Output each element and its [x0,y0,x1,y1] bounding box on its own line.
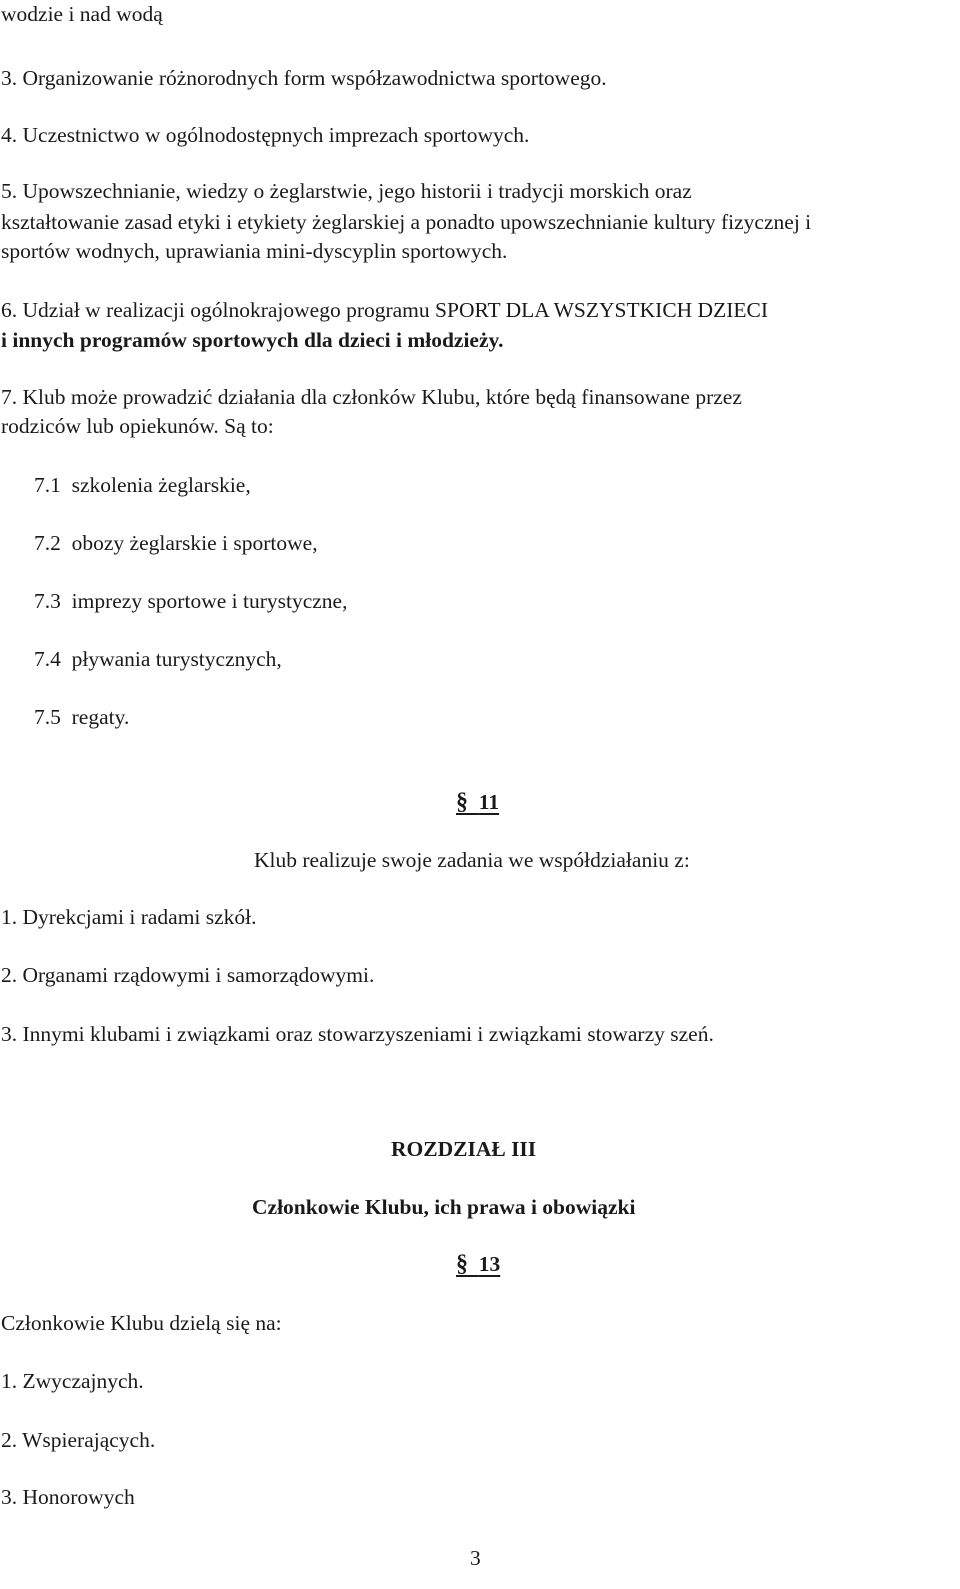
chapter-title: ROZDZIAŁ III [391,1137,537,1161]
list-item: 4. Uczestnictwo w ogólnodostępnych imprezach sportowych. [1,123,530,147]
sub-list-item [34,471,251,500]
section-intro: Członkowie Klubu dzielą się na: [1,1311,282,1335]
list-item: 3. Innymi klubami i związkami oraz stowarzyszeniami i związkami stowarzy szeń. [1,1022,714,1046]
section-sign: § [456,789,468,815]
sub-item-number: 7.4 [34,647,61,671]
list-item: 3. Organizowanie różnorodnych form współzawodnictwa sportowego. [1,66,607,90]
sub-item-text: pływania turystycznych, [71,647,282,671]
sub-item-number: 7.1 [34,473,61,497]
sub-item-number: 7.5 [34,705,61,729]
sub-item-text: obozy żeglarskie i sportowe, [71,531,318,555]
list-item: 2. Wspierających. [1,1428,156,1452]
section-sign: § [456,1251,468,1277]
text-line: kształtowanie zasad etyki i etykiety żeglarskiej a ponadto upowszechnianie kultury fizycznej i [1,210,812,234]
sub-list-item [34,587,347,616]
text-line: wodzie i nad wodą [1,2,163,26]
sub-item-number: 7.2 [34,531,61,555]
sub-item-number: 7.3 [34,589,61,613]
section-intro: Klub realizuje swoje zadania we współdziałaniu z: [254,848,690,872]
section-number: 11 [478,790,500,814]
section-number: 13 [478,1252,501,1276]
sub-list-item [34,645,282,674]
text-line: sportów wodnych, uprawiania mini-dyscyplin sportowych. [1,239,508,263]
text-line: i innych programów sportowych dla dzieci i młodzieży. [1,328,504,352]
list-item: 1. Zwyczajnych. [1,1369,144,1393]
sub-item-text: regaty. [71,705,130,729]
section-heading [456,1250,500,1279]
page-number: 3 [470,1546,481,1570]
section-heading [456,788,499,817]
sub-list-item [34,529,318,558]
list-item: 6. Udział w realizacji ogólnokrajowego programu SPORT DLA WSZYSTKICH DZIECI [1,298,769,322]
list-item: 3. Honorowych [1,1485,135,1509]
chapter-subtitle: Członkowie Klubu, ich prawa i obowiązki [252,1195,636,1219]
sub-list-item [34,703,129,732]
list-item: 7. Klub może prowadzić działania dla członków Klubu, które będą finansowane przez [1,385,742,409]
sub-item-text: szkolenia żeglarskie, [71,473,251,497]
sub-item-text: imprezy sportowe i turystyczne, [71,589,348,613]
list-item: 2. Organami rządowymi i samorządowymi. [1,963,375,987]
text-line: rodziców lub opiekunów. Są to: [1,414,274,438]
list-item: 5. Upowszechnianie, wiedzy o żeglarstwie, jego historii i tradycji morskich oraz [1,179,692,203]
list-item: 1. Dyrekcjami i radami szkół. [1,905,257,929]
